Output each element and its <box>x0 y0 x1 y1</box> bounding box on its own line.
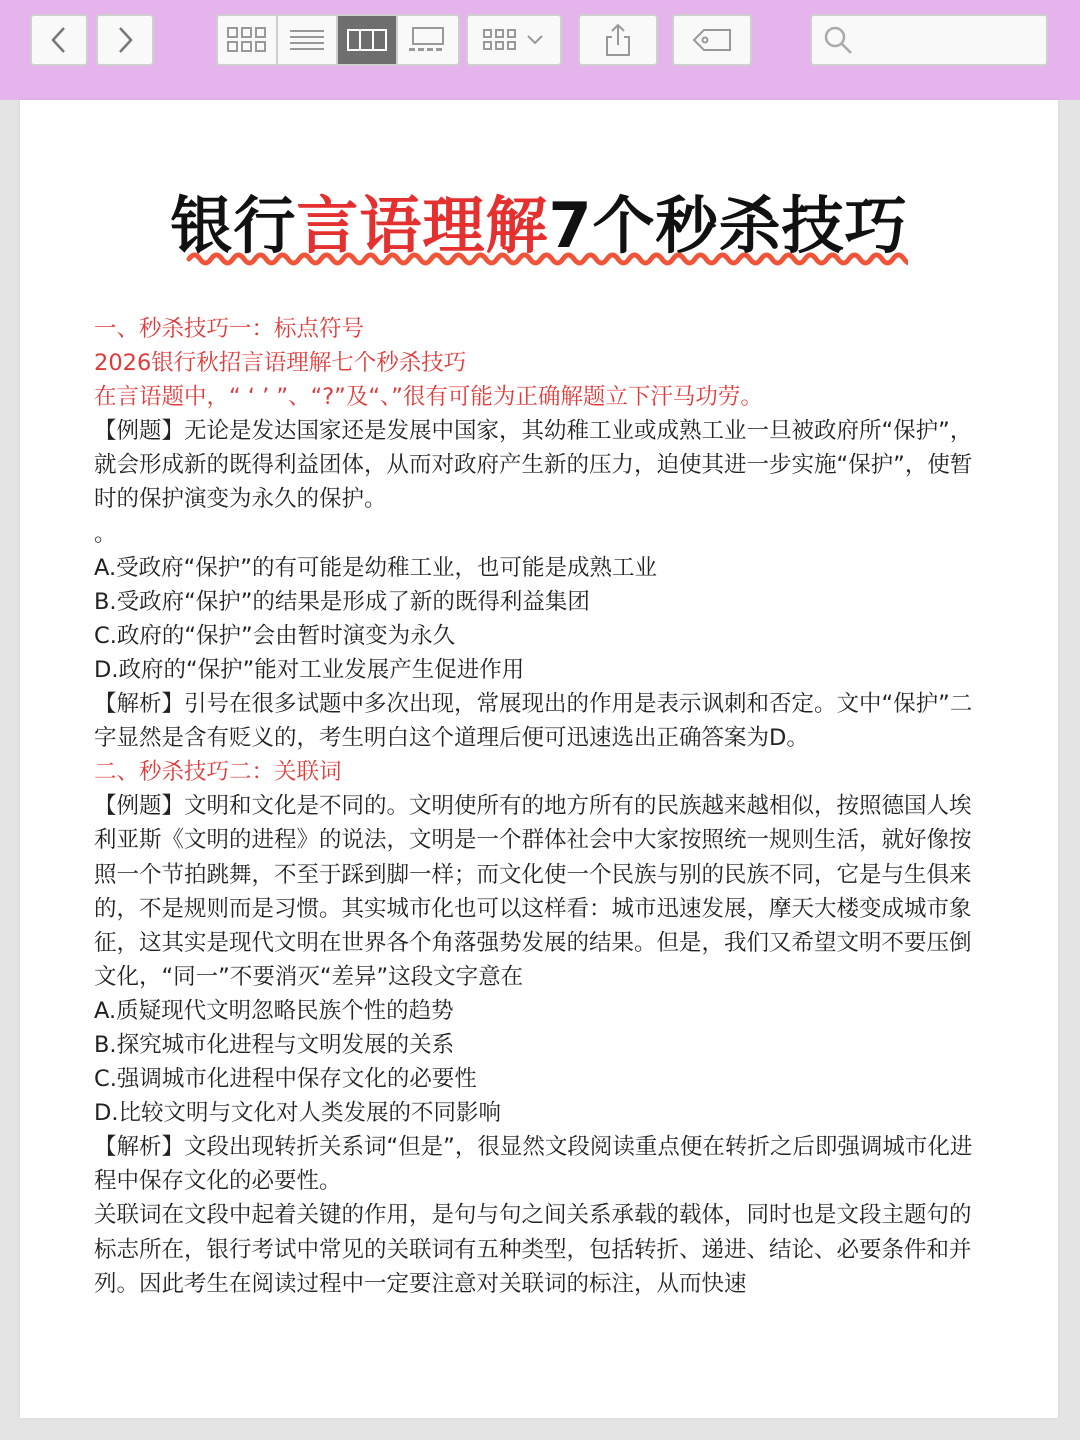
list-view-button[interactable] <box>278 16 338 64</box>
subtitle-line: 2026银行秋招言语理解七个秒杀技巧 <box>94 350 467 377</box>
example-1-option-a: A.受政府“保护”的有可能是幼稚工业，也可能是成熟工业 <box>94 554 657 581</box>
list-icon <box>290 28 324 52</box>
group-by-button[interactable] <box>466 14 562 66</box>
toolbar <box>0 0 1080 100</box>
article-body <box>94 312 974 1301</box>
back-button[interactable] <box>30 14 88 66</box>
document-page <box>20 100 1058 1418</box>
gallery-icon <box>408 27 448 53</box>
example-1-option-d: D.政府的“保护”能对工业发展产生促进作用 <box>94 656 525 683</box>
section-heading-2: 二、秒杀技巧二：关联词 <box>94 759 342 786</box>
chevron-left-icon <box>48 25 70 55</box>
example-2-option-c: C.强调城市化进程中保存文化的必要性 <box>94 1066 477 1093</box>
wavy-underline <box>186 248 908 270</box>
example-2-question: 【例题】文明和文化是不同的。文明使所有的地方所有的民族越来越相似，按照德国人埃利亚斯《文明的进程》的说法，文明是一个群体社会中大家按照统一规则生活，就好像按照一个节拍跳舞，不至于踩到脚一样；而文化使一个民族与别的民族不同，它是与生俱来的，不是规则而是习惯。其实城市化也可以这样看：城市迅速发展，摩天大楼变成城市象征，这其实是现代文明在世界各个角落强势发展的结果。但是，我们又希望文明不要压倒文化，“同一”不要消灭“差异”这段文字意在 <box>94 793 972 990</box>
section-heading-1: 一、秒杀技巧一：标点符号 <box>94 316 365 342</box>
example-1-option-b: B.受政府“保护”的结果是形成了新的既得利益集团 <box>94 588 590 615</box>
title-part-2: 7个秒杀技巧 <box>548 189 908 262</box>
gallery-view-button[interactable] <box>398 16 458 64</box>
tag-button[interactable] <box>672 14 752 66</box>
search-icon <box>822 24 854 56</box>
title-highlight: 言语理解 <box>296 189 549 262</box>
example-2-option-a: A.质疑现代文明忽略民族个性的趋势 <box>94 997 454 1024</box>
example-2-analysis: 【解析】文段出现转折关系词“但是”，很显然文段阅读重点便在转折之后即强调城市化进程中保存文化的必要性。 <box>94 1134 973 1195</box>
title-part-1: 银行 <box>170 189 297 262</box>
share-button[interactable] <box>578 14 658 66</box>
example-1-question: 【例题】无论是发达国家还是发展中国家，其幼稚工业或成熟工业一旦被政府所“保护”，就会形成新的既得利益团体，从而对政府产生新的压力，迫使其进一步实施“保护”，使暂时的保护演变为永久的保护。 <box>94 418 973 513</box>
column-view-button[interactable] <box>338 16 398 64</box>
example-1-stray-period: 。 <box>94 520 117 547</box>
grid-icon <box>227 27 267 53</box>
example-2-option-b: B.探究城市化进程与文明发展的关系 <box>94 1031 455 1058</box>
group-by-icon <box>482 27 546 53</box>
share-icon <box>603 23 633 57</box>
tag-icon <box>692 28 732 52</box>
intro-line: 在言语题中，“ ‘ ’ ”、“?”及“、”很有可能为正确解题立下汗马功劳。 <box>94 384 763 411</box>
search-field[interactable] <box>810 14 1048 66</box>
columns-icon <box>347 29 387 51</box>
view-mode-segmented-control <box>216 14 460 66</box>
summary-paragraph: 关联词在文段中起着关键的作用，是句与句之间关系承载的载体，同时也是文段主题句的标志所在，银行考试中常见的关联词有五种类型，包括转折、递进、结论、必要条件和并列。因此考生在阅读过程中一定要注意对关联词的标注，从而快速 <box>94 1202 972 1297</box>
forward-button[interactable] <box>96 14 154 66</box>
chevron-right-icon <box>114 25 136 55</box>
example-1-analysis: 【解析】引号在很多试题中多次出现，常展现出的作用是表示讽刺和否定。文中“保护”二字显然是含有贬义的，考生明白这个道理后便可迅速选出正确答案为D。 <box>94 691 973 752</box>
icon-view-button[interactable] <box>218 16 278 64</box>
example-1-option-c: C.政府的“保护”会由暂时演变为永久 <box>94 622 456 649</box>
example-2-option-d: D.比较文明与文化对人类发展的不同影响 <box>94 1100 501 1127</box>
